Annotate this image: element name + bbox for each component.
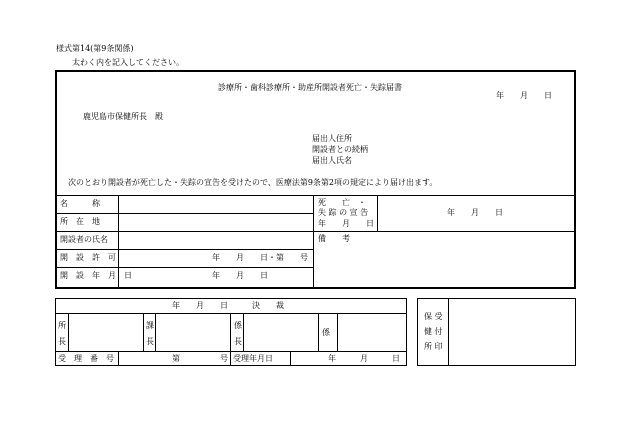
chief-label-bottom: 長 [58, 337, 66, 346]
death-date-value[interactable]: 年 月 日 [447, 208, 503, 217]
staff-stamp-area[interactable] [340, 316, 404, 348]
remarks-label: 備 考 [318, 234, 350, 243]
stamp-label-line1: 保 受 [424, 312, 443, 321]
receipt-date-value[interactable]: 年 月 日 [328, 354, 400, 363]
receipt-col-3 [290, 351, 291, 366]
stamp-label-line2: 健 付 [424, 327, 443, 336]
founder-name-input[interactable] [122, 236, 310, 248]
facility-location-input[interactable] [122, 218, 310, 230]
receipt-number-label: 受 理 番 号 [58, 354, 114, 363]
receipt-col-1 [118, 351, 119, 366]
dept-chief-label-bottom: 長 [146, 337, 154, 346]
permit-value[interactable]: 年 月 日・第 号 [212, 253, 308, 262]
section-chief-label-bottom: 長 [234, 337, 242, 346]
receipt-stamp-area[interactable] [452, 301, 572, 363]
approval-col-6 [318, 313, 319, 351]
applicant-relation-label[interactable]: 開設者との続柄 [312, 145, 368, 154]
row-line-4 [55, 267, 313, 268]
row-line-1 [55, 213, 313, 214]
receipt-col-2 [230, 351, 231, 366]
table-top-line [55, 195, 576, 196]
death-label-col-line [377, 195, 378, 231]
chief-label-top: 所 [58, 321, 66, 330]
form-title: 診療所・歯科診療所・助産所開設者死亡・失踪届書 [218, 83, 402, 92]
approval-col-5 [243, 313, 244, 351]
decision-row: 年 月 日 決 裁 [172, 301, 284, 310]
approval-col-2 [143, 313, 144, 351]
opened-date-value[interactable]: 年 月 日 [212, 271, 268, 280]
receipt-date-label: 受理年月日 [233, 354, 273, 363]
death-label-line1: 死 亡 ・ [318, 198, 366, 207]
approval-col-3 [155, 313, 156, 351]
row-line-3 [55, 249, 313, 250]
row-line-2 [55, 231, 576, 232]
stamp-label-line3: 所 印 [424, 342, 443, 351]
staff-label: 係 [322, 328, 330, 337]
dept-chief-stamp-area[interactable] [159, 316, 227, 348]
receipt-number-value[interactable]: 第 号 [172, 354, 228, 363]
death-label-line2: 失 踪 の 宣 告 [318, 208, 369, 217]
instruction-text: 太わく内を記入してください。 [72, 58, 184, 67]
statement-text: 次のとおり開設者が死亡した・失踪の宣告を受けたので、医療法第9条第2項の規定により届け出ます。 [68, 178, 438, 187]
dept-chief-label-top: 課 [146, 321, 154, 330]
opened-date-label: 開 設 年 月 日 [60, 271, 132, 280]
remarks-input[interactable] [360, 240, 570, 284]
addressee: 鹿児島市保健所長 殿 [83, 112, 163, 121]
section-chief-stamp-area[interactable] [247, 316, 315, 348]
chief-stamp-area[interactable] [72, 316, 140, 348]
facility-name-input[interactable] [122, 200, 310, 212]
founder-name-label: 開設者の氏名 [60, 235, 108, 244]
approval-col-4 [230, 313, 231, 351]
form-number: 様式第14(第9条関係) [56, 44, 134, 53]
applicant-name-label[interactable]: 届出人氏名 [312, 156, 352, 165]
section-chief-label-top: 係 [234, 321, 242, 330]
permit-label: 開 設 許 可 [60, 253, 116, 262]
approval-row-line-1 [55, 313, 407, 314]
middle-col-line [313, 195, 314, 289]
submission-date[interactable]: 年 月 日 [496, 91, 552, 100]
stamp-box-divider [448, 298, 449, 366]
approval-row-line-2 [55, 351, 407, 352]
approval-col-1 [68, 313, 69, 351]
facility-name-label: 名 称 [60, 199, 100, 208]
death-label-line3: 年 月 日 [318, 219, 374, 228]
facility-location-label: 所 在 地 [60, 217, 100, 226]
applicant-address-label[interactable]: 届出人住所 [312, 134, 352, 143]
approval-col-7 [337, 313, 338, 351]
